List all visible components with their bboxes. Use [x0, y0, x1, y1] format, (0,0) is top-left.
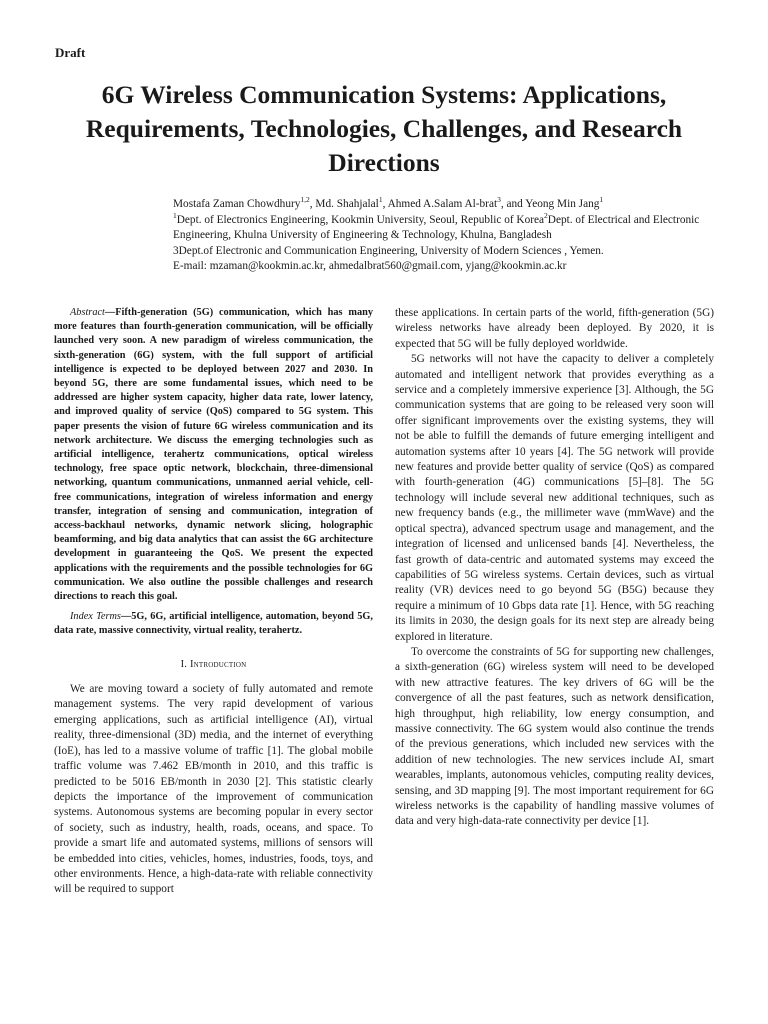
author-separator: ,: [309, 198, 316, 210]
author-separator: ,: [382, 198, 388, 210]
author-name: Mostafa Zaman Chowdhury: [173, 198, 301, 210]
body-paragraph: 5G networks will not have the capacity to deliver a completely automated and intelligent network that provides everything as a service and a completely immersive experience [3]. Although, the 5G communication systems that are going to be released very soon will offer significant improvements over the existing systems, they will not be able to fulfill the demands of future emerging intelligent and automation systems after 10 years [4]. The 5G network will provide new features and provide better quality of service (QoS) as compared with fourth-generation (4G) communications [5]–[8]. The 5G technology will include several new additional techniques, such as new frequency bands (e.g., the millimeter wave (mmWave) and the optical spectra), advanced spectrum usage and management, and the integration of licensed and unlicensed bands [4]. Nevertheless, the fast growth of data-centric and automated systems may exceed the capabilities of 5G wireless systems. Certain devices, such as virtual reality (VR) devices need to go beyond 5G (B5G) because they require a minimum of 10 Gbps data rate [1]. Hence, with 5G reaching its limits in 2030, the design goals for its next step are already being explored in literature.: [395, 353, 714, 643]
paper-title: 6G Wireless Communication Systems: Applications, Requirements, Technologies, Challenges, and Research Directions: [85, 80, 683, 177]
affiliation-1: Dept. of Electronics Engineering, Kookmin University, Seoul, Republic of Korea: [176, 213, 545, 226]
affil-sup: 1: [173, 210, 177, 220]
section-heading: I. Introduction: [180, 658, 247, 670]
author-affil-sup: 1: [599, 195, 604, 205]
author-name: Ahmed A.Salam Al-brat: [387, 198, 498, 210]
body-paragraph: To overcome the constraints of 5G for supporting new challenges, a sixth-generation (6G) wireless system will need to be developed with new attractive features. The key drivers of 6G will be the convergence of all the past features, such as network densification, high throughput, high reliability, low energy consumption, and massive connectivity. The 6G system would also continue the trends of the previous generations, which included new services with the addition of new technologies. The new services include AI, smart wearables, implants, autonomous vehicles, computing reality devices, sensing, and 3D mapping [9]. The most important requirement for 6G wireless networks is the capability of handling massive volumes of data and very high-data-rate connectivity per device [1].: [395, 645, 714, 828]
affil-sup: 2: [544, 210, 548, 220]
author-emails: E-mail: mzaman@kookmin.ac.kr, ahmedalbrat560@gmail.com, yjang@kookmin.ac.kr: [173, 260, 567, 273]
affiliation-3: 3Dept.of Electronic and Communication Engineering, University of Modern Sciences , Yemen.: [173, 244, 604, 257]
draft-label: Draft: [55, 45, 86, 60]
author-affil-sup: 3: [497, 195, 501, 205]
author-affil-sup: 1: [378, 195, 383, 205]
author-name: Md. Shahjalal: [315, 198, 379, 210]
left-column: [54, 306, 373, 898]
body-paragraph: We are moving toward a society of fully automated and remote management systems. The very rapid development of various emerging applications, such as artificial intelligence (AI), virtual reality, three-dimensional (3D) media, and the internet of everything (IoE), has led to a massive volume of traffic [1]. The global mobile traffic volume was 7.462 EB/month in 2010, and this traffic is predicted to be 5016 EB/month in 2030 [2]. This statistic clearly depicts the importance of the improvement of communication systems. Autonomous systems are becoming popular in every sector of society, such as industry, health, roads, oceans, and space. To provide a smart life and automated systems, millions of sensors will be embedded into cities, vehicles, homes, industries, foods, toys, and other environments. Hence, a high-data-rate with reliable connectivity will be required to support: [54, 683, 373, 896]
index-terms-lead: Index Terms: [70, 611, 121, 623]
author-block: [173, 197, 733, 275]
body-paragraph: these applications. In certain parts of the world, fifth-generation (5G) wireless networks have already been deployed. By 2020, it is expected that 5G will be fully deployed worldwide.: [395, 307, 714, 350]
author-name: Yeong Min Jang: [525, 198, 600, 210]
right-column: [395, 306, 714, 830]
abstract: [54, 306, 373, 604]
abstract-lead: Abstract: [70, 307, 105, 318]
author-affil-sup: 1,2: [300, 195, 310, 205]
index-terms: [54, 610, 373, 638]
affiliation-2: Dept. of Electrical and Electronic Engineering, Khulna University of Engineering & Technology, Khulna, Bangladesh: [173, 213, 700, 242]
index-terms-text: —5G, 6G, artificial intelligence, automation, beyond 5G, data rate, massive connectivity, virtual reality, terahertz.: [54, 611, 373, 637]
affiliations: [173, 210, 733, 244]
abstract-text: —Fifth-generation (5G) communication, which has many more features than fourth-generation communication, will be officially launched very soon. A new paradigm of wireless communication, the sixth-generation (6G) system, with the full support of artificial intelligence is expected to be deployed between 2027 and 2030. In beyond 5G, there are some fundamental issues, which need to be addressed are higher system capacity, higher data rate, lower latency, and improved quality of service (QoS) compared to 5G system. This paper presents the vision of future 6G wireless communication and its network architecture. We discuss the emerging technologies such as artificial intelligence, terahertz communications, optical wireless technology, free space optic network, blockchain, three-dimensional networking, quantum communications, unmanned aerial vehicle, cell-free communications, integration of wireless information and energy transfer, integration of sensing and communication, integration of access-backhaul networks, dynamic network slicing, holographic beamforming, and big data analytics that can assist the 6G architecture development in guaranteeing the QoS. We present the expected applications with the requirements and the possible technologies for 6G communication. We also outline the possible challenges and research directions to reach this goal.: [54, 307, 373, 603]
author-separator: , and: [500, 198, 526, 210]
author-names: [173, 197, 733, 213]
